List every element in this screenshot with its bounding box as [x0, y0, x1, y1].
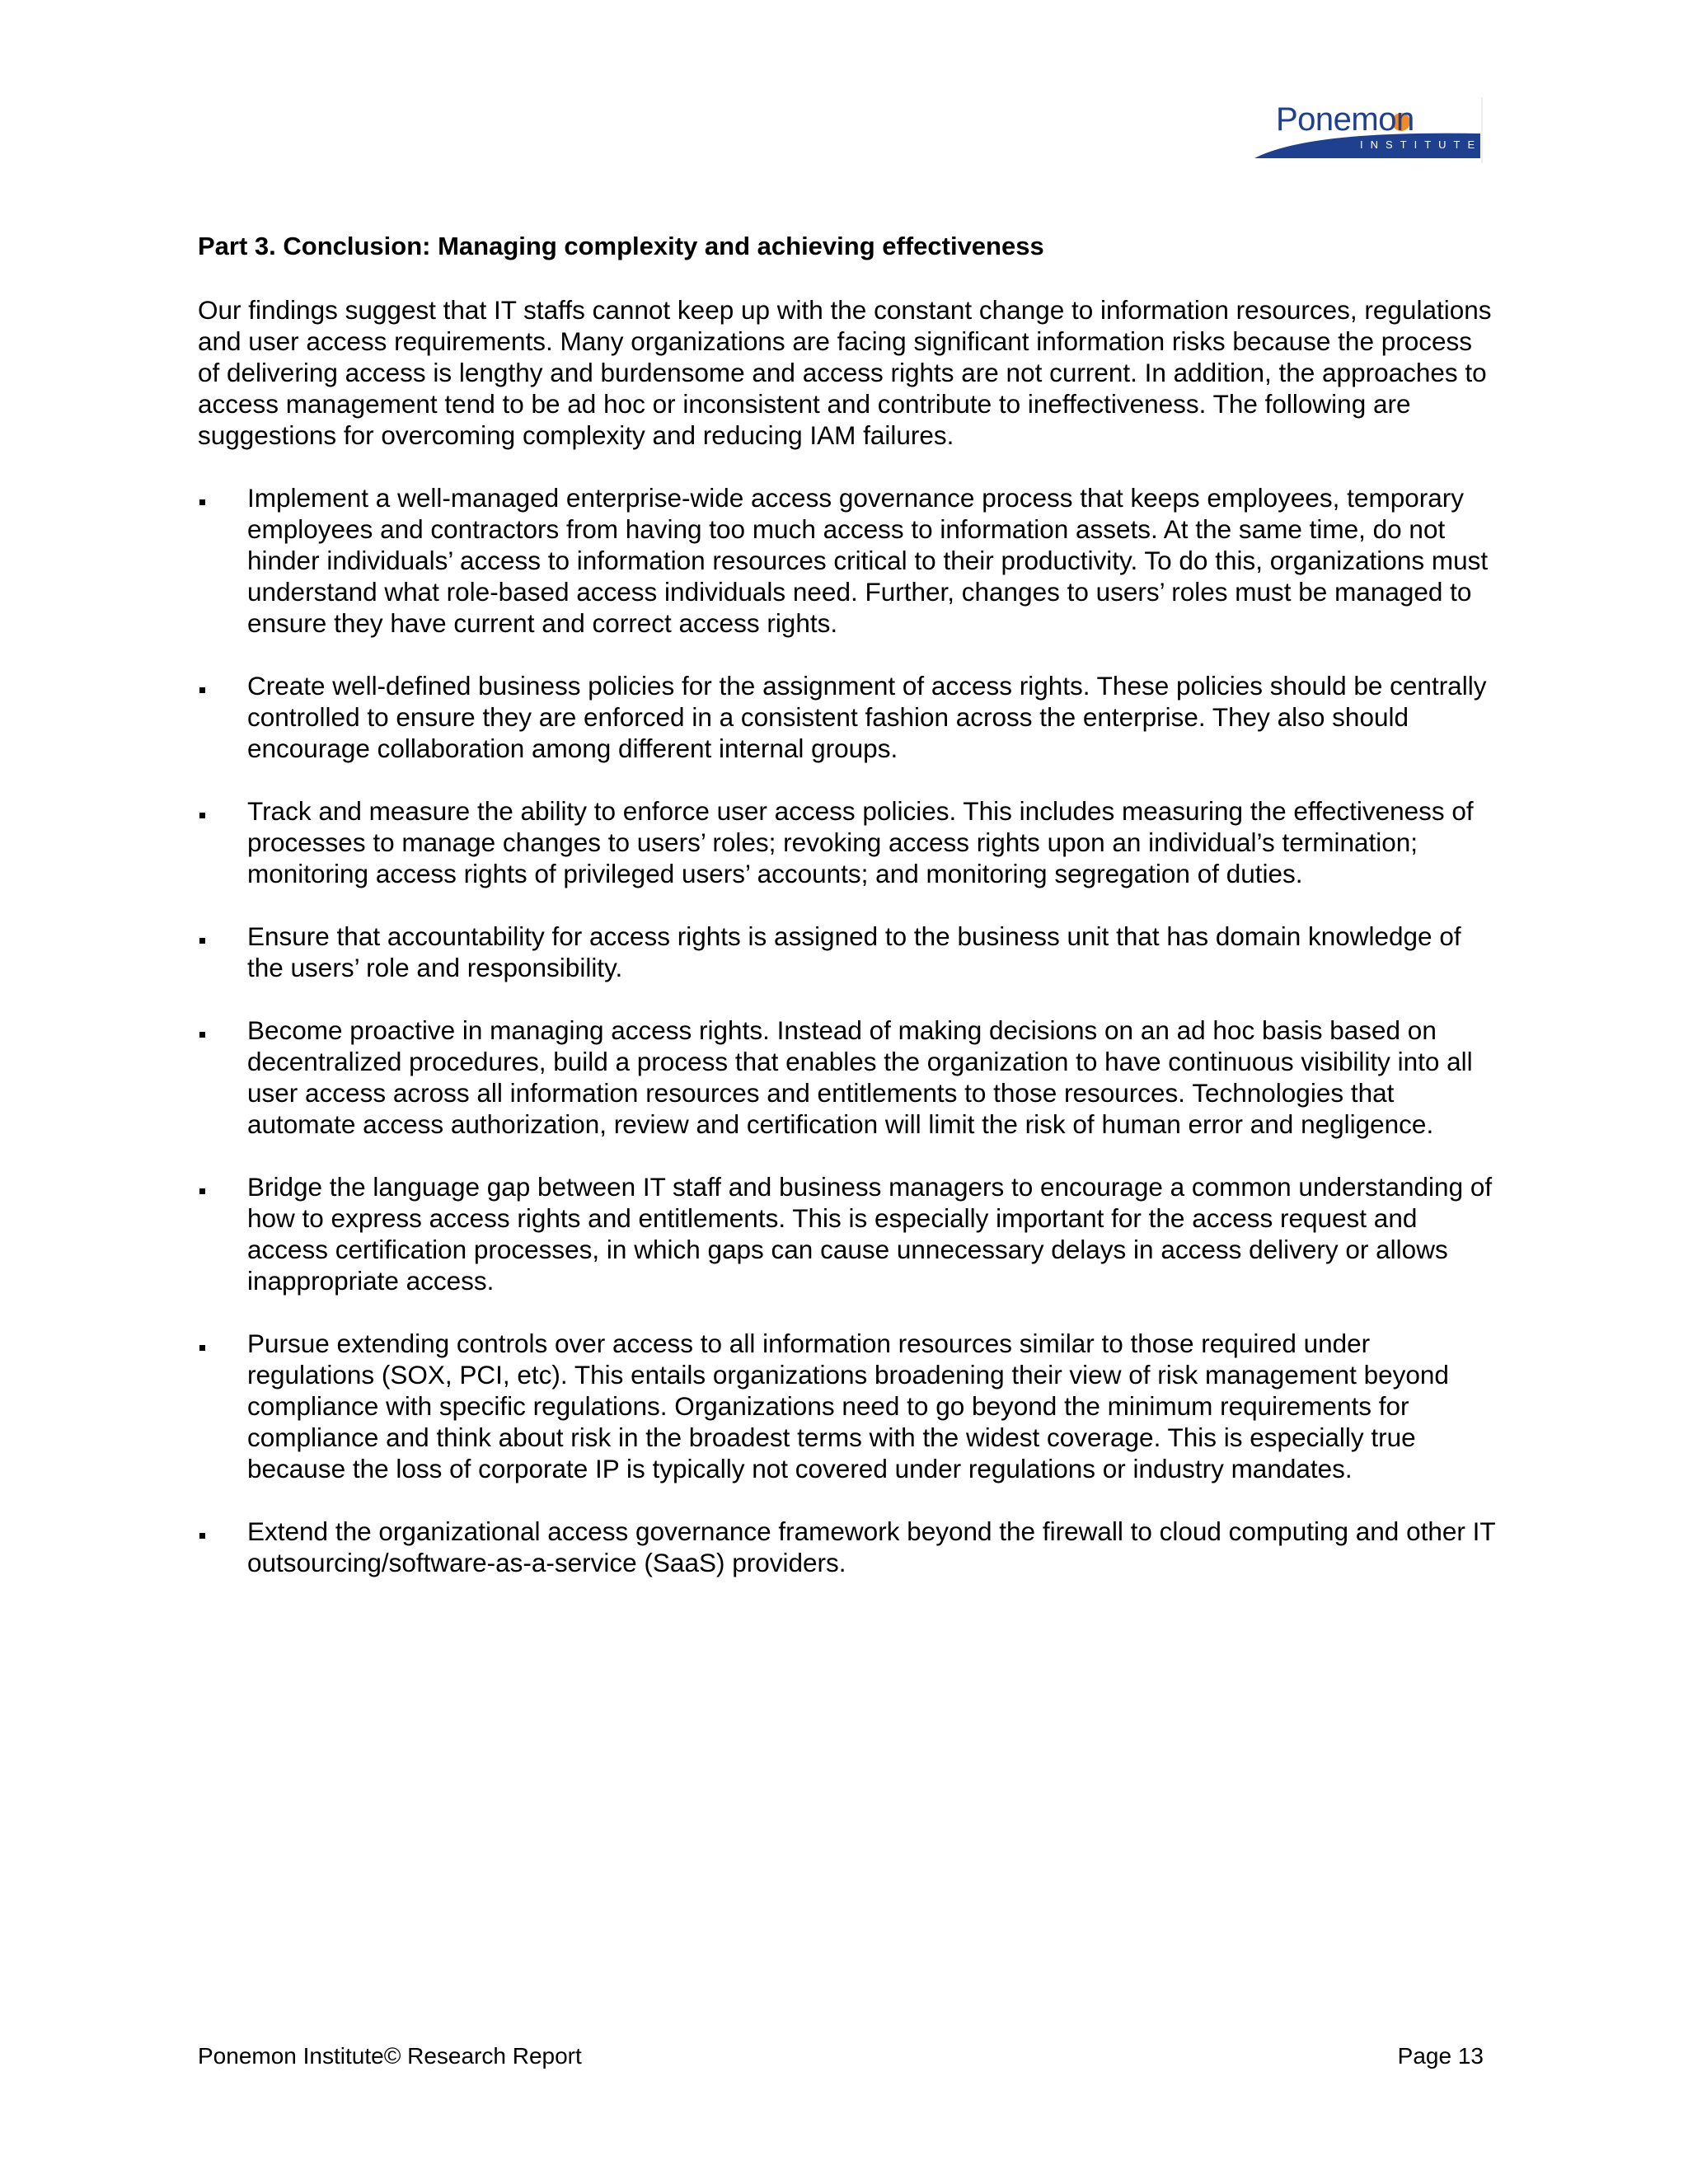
bullet-icon	[199, 499, 205, 505]
list-item-text: Create well-defined business policies for the assignment of access rights. These policies should be centrally controlled to ensure they are enforced in a consistent fashion across the enterprise. They also should encourage collaboration among different internal groups.	[247, 671, 1487, 763]
list-item-text: Bridge the language gap between IT staff and business managers to encourage a common understanding of how to express access rights and entitlements. This is especially important for the access request and access certification processes, in which gaps can cause unnecessary delays in access delivery or allows inappropriate access.	[247, 1172, 1493, 1296]
intro-paragraph: Our findings suggest that IT staffs cannot keep up with the constant change to information resources, regulations and user access requirements. Many organizations are facing significant information risks because the process of delivering access is lengthy and burdensome and access rights are not current. In addition, the approaches to access management tend to be ad hoc or inconsistent and contribute to ineffectiveness. The following are suggestions for overcoming complexity and reducing IAM failures.	[198, 295, 1492, 450]
list-item	[198, 1171, 1496, 1296]
list-item-text: Implement a well-managed enterprise-wide access governance process that keeps employees, temporary employees and contractors from having too much access to information assets. At the same time, do not hinder individuals’ access to information resources critical to their productivity. To do this, organizations must understand what role-based access individuals need. Further, changes to users’ roles must be managed to ensure they have current and correct access rights.	[247, 483, 1489, 638]
list-item	[198, 670, 1496, 764]
list-item	[198, 1516, 1496, 1578]
logo-subtitle: INSTITUTE	[1360, 138, 1483, 151]
ponemon-logo	[1251, 97, 1484, 163]
list-item	[198, 1328, 1496, 1484]
bullet-icon	[199, 938, 205, 944]
bullet-icon	[199, 687, 205, 693]
list-item-text: Track and measure the ability to enforce user access policies. This includes measuring the effectiveness of processes to manage changes to users’ roles; revoking access rights upon an individual’s termination; monitoring access rights of privileged users’ accounts; and monitoring segregation of duties.	[247, 796, 1474, 888]
bullet-icon	[199, 1188, 205, 1194]
bullet-icon	[199, 1032, 205, 1038]
footer-page-number: Page 13	[1397, 2043, 1484, 2069]
section-content	[198, 294, 1496, 1610]
footer-report-title: Ponemon Institute© Research Report	[198, 2043, 582, 2069]
bullet-icon	[199, 813, 205, 818]
list-item	[198, 921, 1496, 983]
list-item-text: Extend the organizational access governance framework beyond the firewall to cloud computing and other IT outsourcing/software-as-a-service (SaaS) providers.	[247, 1516, 1496, 1577]
list-item-text: Become proactive in managing access rights. Instead of making decisions on an ad hoc basis based on decentralized procedures, build a process that enables the organization to have continuous visibility into all user access across all information resources and entitlements to those resources. Technologies that automate access authorization, review and certification will limit the risk of human error and negligence.	[247, 1015, 1473, 1139]
section-heading: Part 3. Conclusion: Managing complexity and achieving effectiveness	[198, 232, 1044, 260]
bullet-icon	[199, 1345, 205, 1351]
bullet-icon	[199, 1533, 205, 1539]
suggestion-list	[198, 482, 1496, 1578]
list-item-text: Pursue extending controls over access to all information resources similar to those required under regulations (SOX, PCI, etc). This entails organizations broadening their view of risk management beyond compliance with specific regulations. Organizations need to go beyond the minimum requirements for compliance and think about risk in the broadest terms with the widest coverage. This is especially true because the loss of corporate IP is typically not covered under regulations or industry mandates.	[247, 1329, 1449, 1483]
logo-wordmark: Ponemon	[1276, 101, 1414, 138]
list-item	[198, 482, 1496, 639]
list-item-text: Ensure that accountability for access rights is assigned to the business unit that has domain knowledge of the users’ role and responsibility.	[247, 921, 1461, 982]
list-item	[198, 795, 1496, 889]
list-item	[198, 1015, 1496, 1140]
